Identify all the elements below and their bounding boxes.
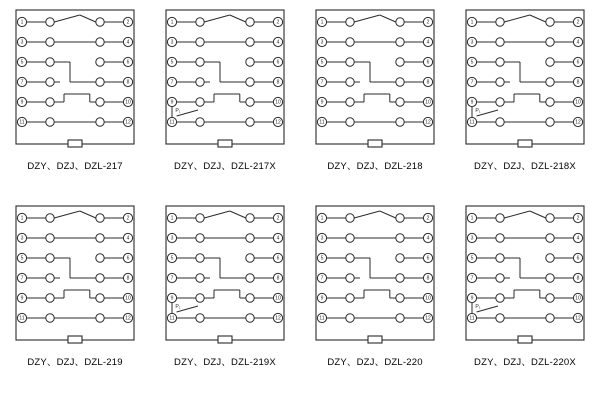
diagram-caption: DZY、DZJ、DZL-220X — [474, 357, 576, 368]
relay-socket-diagram — [458, 6, 592, 154]
svg-text:10: 10 — [125, 295, 131, 302]
svg-text:7: 7 — [320, 79, 324, 86]
diagram-cell-5 — [0, 198, 150, 388]
svg-text:9: 9 — [320, 99, 324, 106]
svg-text:5: 5 — [20, 255, 24, 262]
relay-socket-diagram — [308, 202, 442, 350]
svg-text:6: 6 — [126, 255, 130, 262]
diagram-cell-2 — [150, 2, 300, 192]
svg-text:7: 7 — [320, 275, 324, 282]
svg-text:9: 9 — [20, 295, 24, 302]
svg-text:1: 1 — [470, 19, 474, 26]
svg-text:12: 12 — [125, 119, 131, 126]
svg-text:10: 10 — [275, 295, 281, 302]
svg-text:11: 11 — [169, 315, 175, 322]
relay-socket-diagram — [8, 202, 142, 350]
relay-socket-diagram — [158, 202, 292, 350]
svg-text:5: 5 — [320, 255, 324, 262]
svg-text:1: 1 — [170, 19, 174, 26]
svg-text:4: 4 — [576, 235, 580, 242]
diagram-cell-1 — [0, 2, 150, 192]
svg-text:12: 12 — [575, 315, 581, 322]
svg-text:6: 6 — [276, 59, 280, 66]
svg-text:10: 10 — [575, 295, 581, 302]
svg-text:5: 5 — [170, 255, 174, 262]
svg-text:2: 2 — [276, 215, 280, 222]
svg-text:9: 9 — [20, 99, 24, 106]
svg-text:8: 8 — [576, 275, 580, 282]
svg-text:8: 8 — [576, 79, 580, 86]
svg-text:4: 4 — [276, 39, 280, 46]
relay-socket-diagram — [8, 6, 142, 154]
svg-text:11: 11 — [319, 315, 325, 322]
svg-text:9: 9 — [470, 295, 474, 302]
svg-text:10: 10 — [575, 99, 581, 106]
svg-text:2: 2 — [426, 215, 430, 222]
svg-text:1: 1 — [20, 215, 24, 222]
svg-text:8: 8 — [276, 275, 280, 282]
svg-text:4: 4 — [426, 39, 430, 46]
svg-text:P₁: P₁ — [475, 108, 481, 114]
diagram-cell-7 — [300, 198, 450, 388]
svg-text:7: 7 — [470, 79, 474, 86]
svg-text:6: 6 — [126, 59, 130, 66]
svg-text:8: 8 — [126, 79, 130, 86]
svg-text:12: 12 — [425, 119, 431, 126]
svg-text:12: 12 — [125, 315, 131, 322]
diagram-caption: DZY、DZJ、DZL-219X — [174, 357, 276, 368]
svg-text:2: 2 — [576, 19, 580, 26]
svg-text:10: 10 — [425, 99, 431, 106]
svg-text:9: 9 — [470, 99, 474, 106]
svg-text:8: 8 — [126, 275, 130, 282]
svg-text:2: 2 — [576, 215, 580, 222]
svg-text:4: 4 — [576, 39, 580, 46]
diagram-caption: DZY、DZJ、DZL-218X — [474, 161, 576, 172]
svg-text:P₁: P₁ — [175, 304, 181, 310]
diagram-cell-6 — [150, 198, 300, 388]
svg-text:5: 5 — [470, 255, 474, 262]
svg-text:12: 12 — [275, 119, 281, 126]
svg-text:6: 6 — [576, 59, 580, 66]
svg-text:7: 7 — [20, 79, 24, 86]
svg-text:1: 1 — [470, 215, 474, 222]
svg-text:12: 12 — [575, 119, 581, 126]
svg-text:4: 4 — [426, 235, 430, 242]
relay-socket-diagram — [458, 202, 592, 350]
svg-text:11: 11 — [169, 119, 175, 126]
svg-text:11: 11 — [469, 119, 475, 126]
svg-text:11: 11 — [469, 315, 475, 322]
svg-text:3: 3 — [170, 39, 174, 46]
svg-text:7: 7 — [20, 275, 24, 282]
svg-text:3: 3 — [20, 39, 24, 46]
svg-text:5: 5 — [170, 59, 174, 66]
diagram-cell-8 — [450, 198, 600, 388]
svg-text:7: 7 — [470, 275, 474, 282]
diagram-caption: DZY、DZJ、DZL-219 — [27, 357, 123, 368]
svg-text:2: 2 — [276, 19, 280, 26]
svg-text:7: 7 — [170, 79, 174, 86]
relay-socket-diagram — [158, 6, 292, 154]
svg-text:11: 11 — [319, 119, 325, 126]
svg-text:3: 3 — [320, 39, 324, 46]
svg-text:3: 3 — [470, 39, 474, 46]
svg-text:11: 11 — [19, 119, 25, 126]
diagram-caption: DZY、DZJ、DZL-217 — [27, 161, 123, 172]
diagram-caption: DZY、DZJ、DZL-217X — [174, 161, 276, 172]
svg-text:6: 6 — [426, 255, 430, 262]
svg-text:P₁: P₁ — [175, 108, 181, 114]
svg-text:10: 10 — [275, 99, 281, 106]
svg-text:2: 2 — [126, 215, 130, 222]
svg-text:7: 7 — [170, 275, 174, 282]
svg-text:P₁: P₁ — [475, 304, 481, 310]
svg-text:6: 6 — [276, 255, 280, 262]
svg-text:5: 5 — [20, 59, 24, 66]
relay-socket-diagram — [308, 6, 442, 154]
svg-text:2: 2 — [426, 19, 430, 26]
svg-text:4: 4 — [126, 235, 130, 242]
svg-text:10: 10 — [125, 99, 131, 106]
svg-text:6: 6 — [426, 59, 430, 66]
svg-text:4: 4 — [276, 235, 280, 242]
svg-text:1: 1 — [320, 215, 324, 222]
svg-text:9: 9 — [170, 99, 174, 106]
svg-text:6: 6 — [576, 255, 580, 262]
svg-text:11: 11 — [19, 315, 25, 322]
svg-text:9: 9 — [170, 295, 174, 302]
svg-text:5: 5 — [470, 59, 474, 66]
svg-text:12: 12 — [275, 315, 281, 322]
diagram-cell-3 — [300, 2, 450, 192]
svg-text:3: 3 — [170, 235, 174, 242]
svg-text:1: 1 — [20, 19, 24, 26]
svg-text:2: 2 — [126, 19, 130, 26]
svg-text:3: 3 — [20, 235, 24, 242]
svg-text:8: 8 — [426, 79, 430, 86]
svg-text:3: 3 — [320, 235, 324, 242]
diagram-cell-4 — [450, 2, 600, 192]
svg-text:8: 8 — [276, 79, 280, 86]
svg-text:4: 4 — [126, 39, 130, 46]
svg-text:1: 1 — [320, 19, 324, 26]
diagram-caption: DZY、DZJ、DZL-218 — [327, 161, 423, 172]
diagram-caption: DZY、DZJ、DZL-220 — [327, 357, 423, 368]
svg-text:12: 12 — [425, 315, 431, 322]
svg-text:3: 3 — [470, 235, 474, 242]
svg-text:9: 9 — [320, 295, 324, 302]
svg-text:5: 5 — [320, 59, 324, 66]
svg-text:10: 10 — [425, 295, 431, 302]
svg-text:1: 1 — [170, 215, 174, 222]
svg-text:8: 8 — [426, 275, 430, 282]
